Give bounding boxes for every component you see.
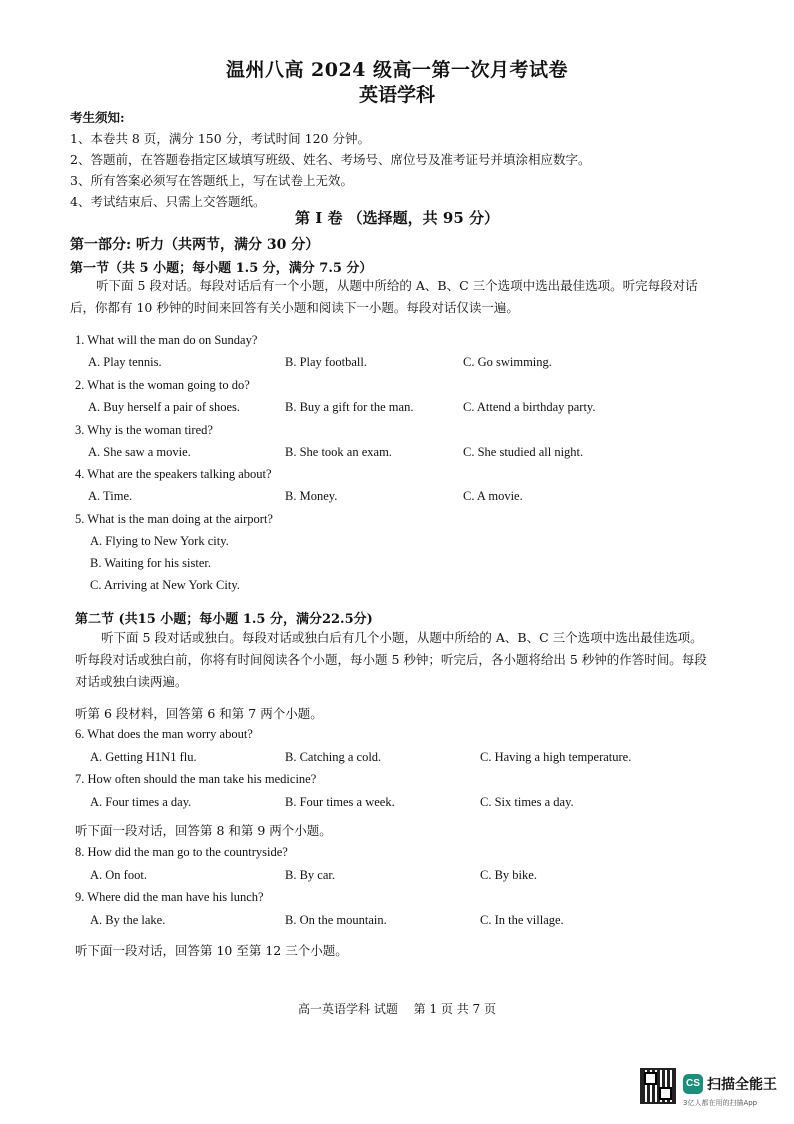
- group-intro: 听下面一段对话，回答第 8 和第 9 两个小题。: [75, 823, 332, 838]
- notice-item: 2、答题前，在答题卷指定区域填写班级、姓名、考场号、席位号及准考证号并填涂相应数字。: [70, 152, 591, 167]
- notice-item: 1、本卷共 8 页，满分 150 分，考试时间 120 分钟。: [70, 131, 370, 146]
- question-8: 8. How did the man go to the countryside?: [75, 845, 288, 859]
- option-6c: C. Having a high temperature.: [480, 750, 632, 764]
- option-7c: C. Six times a day.: [480, 795, 574, 809]
- scanner-app-name: 扫描全能王: [707, 1077, 777, 1093]
- question-4: 4. What are the speakers talking about?: [75, 467, 272, 481]
- option-1c: C. Go swimming.: [463, 355, 552, 369]
- question-2: 2. What is the woman going to do?: [75, 378, 250, 392]
- notice-heading: 考生须知:: [70, 110, 125, 125]
- section2-instruction: 听下面 5 段对话或独白。每段对话或独白后有几个小题，从题中所给的 A、B、C 三个选项中选出最佳选项。听每段对话或独白前，你将有时间阅读各个小题，每小题 5 秒钟；听完后，各小题将给出 5 秒钟的作答时间。每段对话或独白读两遍。: [75, 630, 707, 689]
- option-7b: B. Four times a week.: [285, 795, 395, 809]
- option-1a: A. Play tennis.: [88, 355, 162, 369]
- option-8c: C. By bike.: [480, 868, 537, 882]
- question-3: 3. Why is the woman tired?: [75, 423, 213, 437]
- option-5c: C. Arriving at New York City.: [90, 578, 240, 592]
- option-3a: A. She saw a movie.: [88, 445, 191, 459]
- option-4a: A. Time.: [88, 489, 133, 503]
- option-7a: A. Four times a day.: [90, 795, 192, 809]
- option-3b: B. She took an exam.: [285, 445, 392, 459]
- page-footer: 高一英语学科 试题 第 1 页 共 7 页: [298, 1002, 496, 1016]
- question-5: 5. What is the man doing at the airport?: [75, 512, 273, 526]
- option-4b: B. Money.: [285, 489, 338, 503]
- scanner-tagline: 3亿人都在用的扫描App: [683, 1099, 758, 1107]
- camscanner-logo-icon: CS: [683, 1074, 703, 1094]
- question-7: 7. How often should the man take his medicine?: [75, 772, 317, 786]
- section1-title: 第一节（共 5 小题；每小题 1.5 分，满分 7.5 分）: [70, 261, 373, 276]
- group-intro: 听下面一段对话，回答第 10 至第 12 三个小题。: [75, 943, 348, 958]
- option-2c: C. Attend a birthday party.: [463, 400, 596, 414]
- qr-code-icon: [640, 1068, 676, 1104]
- exam-title: 温州八高 2024 级高一第一次月考试卷: [225, 59, 569, 81]
- part1-title: 第一部分: 听力（共两节，满分 30 分）: [70, 237, 320, 253]
- option-8a: A. On foot.: [90, 868, 147, 882]
- option-5a: A. Flying to New York city.: [90, 534, 229, 548]
- section2-title: 第二节 (共15 小题；每小题 1.5 分，满分22.5分): [75, 612, 373, 627]
- option-2a: A. Buy herself a pair of shoes.: [88, 400, 241, 414]
- option-3c: C. She studied all night.: [463, 445, 584, 459]
- volume-title: 第 I 卷 （选择题，共 95 分）: [294, 209, 499, 227]
- notice-item: 3、所有答案必须写在答题纸上，写在试卷上无效。: [70, 173, 353, 188]
- option-9c: C. In the village.: [480, 913, 564, 927]
- option-6b: B. Catching a cold.: [285, 750, 382, 764]
- question-6: 6. What does the man worry about?: [75, 727, 253, 741]
- group-intro: 听第 6 段材料，回答第 6 和第 7 两个小题。: [75, 706, 323, 721]
- option-5b: B. Waiting for his sister.: [90, 556, 211, 570]
- notice-item: 4、考试结束后、只需上交答题纸。: [70, 194, 266, 209]
- question-9: 9. Where did the man have his lunch?: [75, 890, 264, 904]
- option-2b: B. Buy a gift for the man.: [285, 400, 414, 414]
- question-1: 1. What will the man do on Sunday?: [75, 333, 258, 347]
- exam-subject: 英语学科: [358, 84, 435, 106]
- section1-instruction: 听下面 5 段对话。每段对话后有一个小题，从题中所给的 A、B、C 三个选项中选出最佳选项。听完每段对话后，你都有 10 秒钟的时间来回答有关小题和阅读下一小题。每段对话仅读一遍。: [70, 278, 698, 315]
- option-9a: A. By the lake.: [90, 913, 166, 927]
- option-4c: C. A movie.: [463, 489, 523, 503]
- option-8b: B. By car.: [285, 868, 335, 882]
- option-1b: B. Play football.: [285, 355, 367, 369]
- option-6a: A. Getting H1N1 flu.: [90, 750, 197, 764]
- option-9b: B. On the mountain.: [285, 913, 387, 927]
